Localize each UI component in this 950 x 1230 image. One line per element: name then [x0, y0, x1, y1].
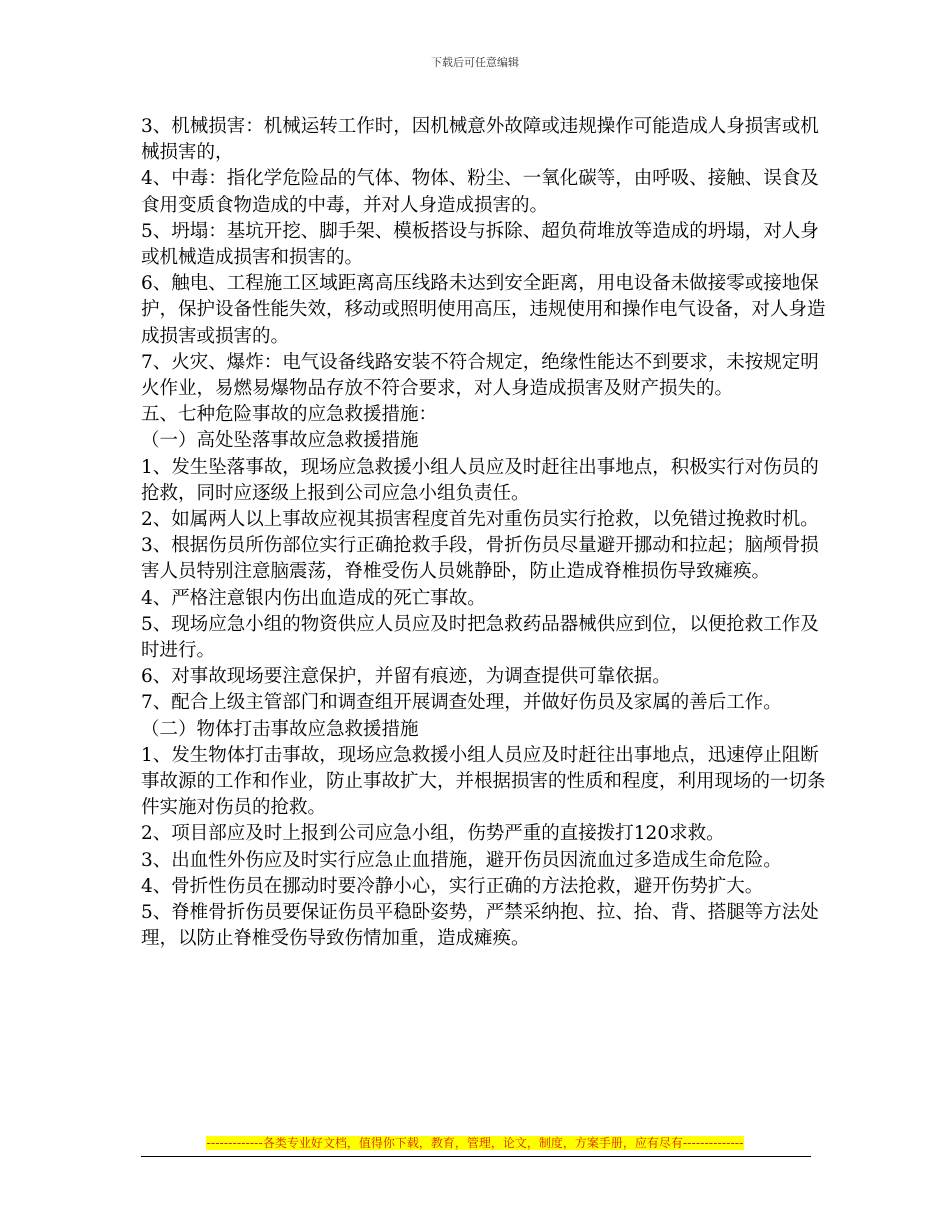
subsection-heading: （一）高处坠落事故应急救援措施	[141, 430, 419, 452]
page-header-note: 下载后可任意编辑	[431, 56, 519, 69]
paragraph: 6、触电、工程施工区域距离高压线路未达到安全距离，用电设备未做接零或接地保护，保护设备性能失效，移动或照明使用高压，违规使用和操作电气设备，对人身造成损害或损害的。	[141, 273, 826, 347]
paragraph: 1、发生物体打击事故，现场应急救援小组人员应及时赶往出事地点，迅速停止阻断事故源的工作和作业，防止事故扩大，并根据损害的性质和程度，利用现场的一切条件实施对伤员的抢救。	[141, 744, 826, 819]
paragraph: 4、骨折性伤员在挪动时要冷静小心，实行正确的方法抢救，避开伤势扩大。	[141, 875, 764, 897]
paragraph: 3、出血性外伤应及时实行应急止血措施，避开伤员因流血过多造成生命危险。	[141, 849, 782, 871]
paragraph: 6、对事故现场要注意保护，并留有痕迹，为调查提供可靠依据。	[141, 666, 671, 688]
subsection-heading: （二）物体打击事故应急救援措施	[141, 718, 419, 740]
paragraph: 7、配合上级主管部门和调查组开展调查处理，并做好伤员及家属的善后工作。	[141, 692, 782, 714]
paragraph: 5、现场应急小组的物资供应人员应及时把急救药品器械供应到位，以便抢救工作及时进行。	[141, 613, 819, 662]
footer-banner	[0, 1135, 950, 1151]
paragraph: 4、中毒：指化学危险品的气体、物体、粉尘、一氧化碳等，由呼吸、接触、误食及食用变质食物造成的中毒，并对人身造成损害的。	[141, 168, 819, 216]
paragraph: 7、火灾、爆炸：电气设备线路安装不符合规定，绝缘性能达不到要求，未按规定明火作业，易燃易爆物品存放不符合要求，对人身造成损害及财产损失的。	[141, 351, 819, 400]
paragraph: 4、严格注意银内伤出血造成的死亡事故。	[141, 587, 486, 609]
paragraph: 3、机械损害：机械运转工作时，因机械意外故障或违规操作可能造成人身损害或机械损害的，	[141, 116, 819, 164]
footer-divider	[141, 1156, 811, 1157]
footer-banner-text: -------------各类专业好文档，值得你下载，教育，管理，论文，制度，方案手册，应有尽有--------------	[206, 1136, 744, 1150]
paragraph: 2、项目部应及时上报到公司应急小组，伤势严重的直接拨打120求救。	[141, 823, 725, 845]
paragraph: 5、坍塌：基坑开挖、脚手架、模板搭设与拆除、超负荷堆放等造成的坍塌，对人身或机械造成损害和损害的。	[141, 220, 819, 269]
document-body	[141, 114, 831, 953]
paragraph: 5、脊椎骨折伤员要保证伤员平稳卧姿势，严禁采纳抱、拉、抬、背、搭腿等方法处理，以防止脊椎受伤导致伤情加重，造成瘫痪。	[141, 902, 819, 950]
section-heading: 五、七种危险事故的应急救援措施：	[141, 404, 438, 426]
paragraph: 3、根据伤员所伤部位实行正确抢救手段，骨折伤员尽量避开挪动和拉起；脑颅骨损害人员特别注意脑震荡，脊椎受伤人员姚静卧，防止造成脊椎损伤导致瘫痪。	[141, 535, 819, 583]
paragraph: 1、发生坠落事故，现场应急救援小组人员应及时赶往出事地点，积极实行对伤员的抢救，同时应逐级上报到公司应急小组负责任。	[141, 456, 819, 504]
paragraph: 2、如属两人以上事故应视其损害程度首先对重伤员实行抢救，以免错过挽救时机。	[141, 509, 819, 531]
